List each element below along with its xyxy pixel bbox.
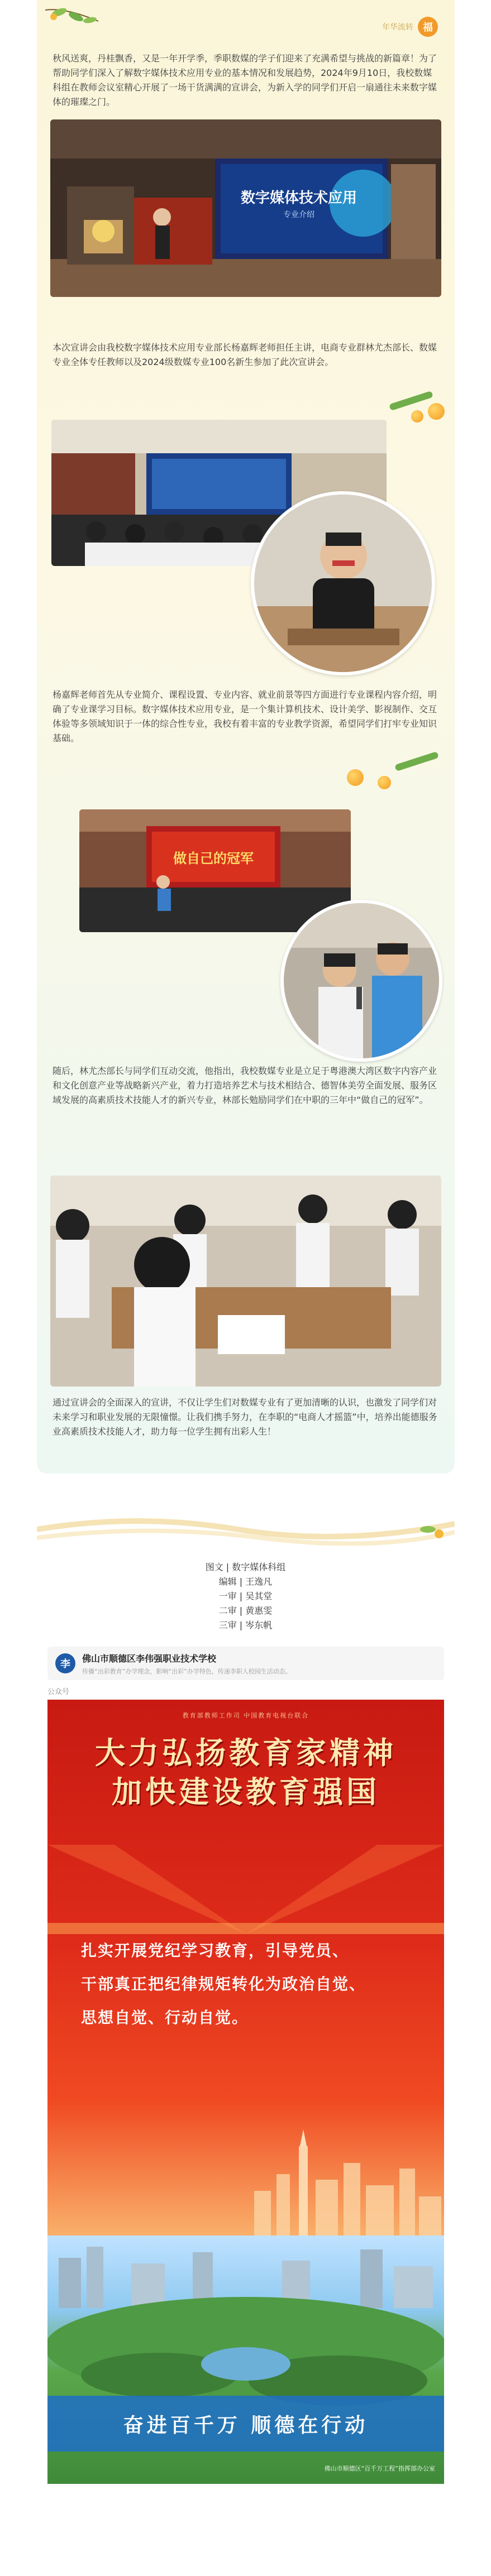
paragraph-conclusion: 通过宣讲会的全面深入的宣讲，不仅让学生们对数媒专业有了更加清晰的认识，也激发了同学们对未来学习和职业发展的无限憧憬。让我们携手努力，在李职的“电商人才摇篮”中，培养出能德服务业高素质技术技能人才，助力每一位学生拥有出彩人生！ [53,1397,437,1437]
poster-bottom-subtitle: 佛山市顺德区“百千万工程”指挥部办公室 [324,2465,435,2472]
discipline-line: 思想自觉、行动自觉。 [81,2008,249,2027]
wave-decoration-icon [37,1507,455,1546]
sprig-decoration-icon [394,751,439,771]
photo-interaction-stage [79,809,351,932]
poster-block [47,1700,444,2484]
photo-speaker-closeup [251,491,435,675]
leaf-decoration-icon [42,4,104,32]
paragraph-speakers: 本次宣讲会由我校数字媒体技术应用专业部长杨嘉辉老师担任主讲，电商专业群林尤杰部长、数媒专业全体专任教师以及2024级数媒专业100名新生参加了此次宣讲会。 [53,342,437,367]
fruit-decoration-icon [411,410,423,423]
slogan-line: 大力弘扬教育家精神 [95,1735,397,1771]
credit-line: 一审 | 吴其堂 [218,1591,273,1601]
poster-slogan-main [47,1733,444,1811]
fruit-decoration-icon [428,403,445,420]
paragraph-curriculum: 杨嘉辉老师首先从专业简介、课程设置、专业内容、就业前景等四方面进行专业课程内容介绍，明确了专业课学习目标。数字媒体技术应用专业，是一个集计算机技术、设计美学、影视制作、交互体验等多领域知识于一体的综合性专业，我校有着丰富的专业教学资源，希望同学们打牢专业知识基础。 [53,689,437,743]
slogan-line: 加快建设教育强国 [112,1774,380,1810]
account-type-label: 公众号 [47,1688,70,1696]
sprig-decoration-icon [389,391,433,411]
fruit-decoration-icon [378,776,391,789]
account-description: 传播“出彩教育”办学理念，影响“出彩”办学特色，传递李职人校园生活动态。 [82,1667,292,1675]
stage-screen-title: 数字媒体技术应用 [240,190,357,207]
poster-education-spirit [47,1700,444,2236]
header-chip [382,17,438,37]
poster-bottom-slogan: 奋进百千万 顺德在行动 [47,2396,444,2452]
city-skyline-icon [249,2124,444,2236]
stage-screen-subtitle: 专业介绍 [283,210,314,219]
photo-student-interview [280,900,442,1062]
credit-line: 图文 | 数字媒体科组 [205,1562,286,1572]
credit-line: 编辑 | 王逸凡 [218,1576,273,1587]
photo-speaker-stage [50,119,441,297]
fruit-decoration-icon [347,769,364,786]
credits-block [0,1560,491,1633]
paragraph-intro: 秋风送爽，丹桂飘香，又是一年开学季，季职数媒的学子们迎来了充满希望与挑战的新篇章！为了帮助同学们深入了解数字媒体技术应用专业的基本情况和发展趋势，2024年9月10日，我校数媒科组在教师会议室精心开展了一场干货满满的宣讲会，为新入学的同学们开启一扇通往未来数字媒体的璀璨之门。 [53,53,437,107]
account-card[interactable] [47,1647,444,1680]
header-tag: 年华流转 [382,23,413,32]
discipline-line: 扎实开展党纪学习教育，引导党员、 [81,1941,350,1960]
credit-line: 二审 | 黄惠雯 [218,1605,273,1616]
photo-students-writing [50,1176,441,1387]
light-rays-decoration-icon [47,1845,444,1934]
poster-shunde-action [47,2236,444,2484]
poster-discipline-text [81,1934,416,2035]
school-logo-icon: 李 [55,1653,75,1673]
banner-text: 做自己的冠军 [173,850,254,866]
credit-line: 三审 | 岑东帆 [218,1620,273,1630]
article-card [37,0,455,1474]
poster-top-small-text: 教育部教师工作司 中国教育电视台联合 [182,1712,309,1719]
discipline-line: 干部真正把纪律规矩转化为政治自觉、 [81,1975,366,1993]
paragraph-interaction: 随后，林尤杰部长与同学们互动交流，他指出，我校数媒专业是立足于粤港澳大湾区数字内容产业和文化创意产业等战略新兴产业，着力打造培养艺术与技术相结合、德智体美劳全面发展、服务区域发展的高素质技术技能人才的新兴专业，林部长勉励同学们在中职的三年中“做自己的冠军”。 [53,1066,437,1105]
account-name: 佛山市顺德区李伟强职业技术学校 [82,1653,217,1664]
fu-badge-icon: 福 [418,17,438,37]
